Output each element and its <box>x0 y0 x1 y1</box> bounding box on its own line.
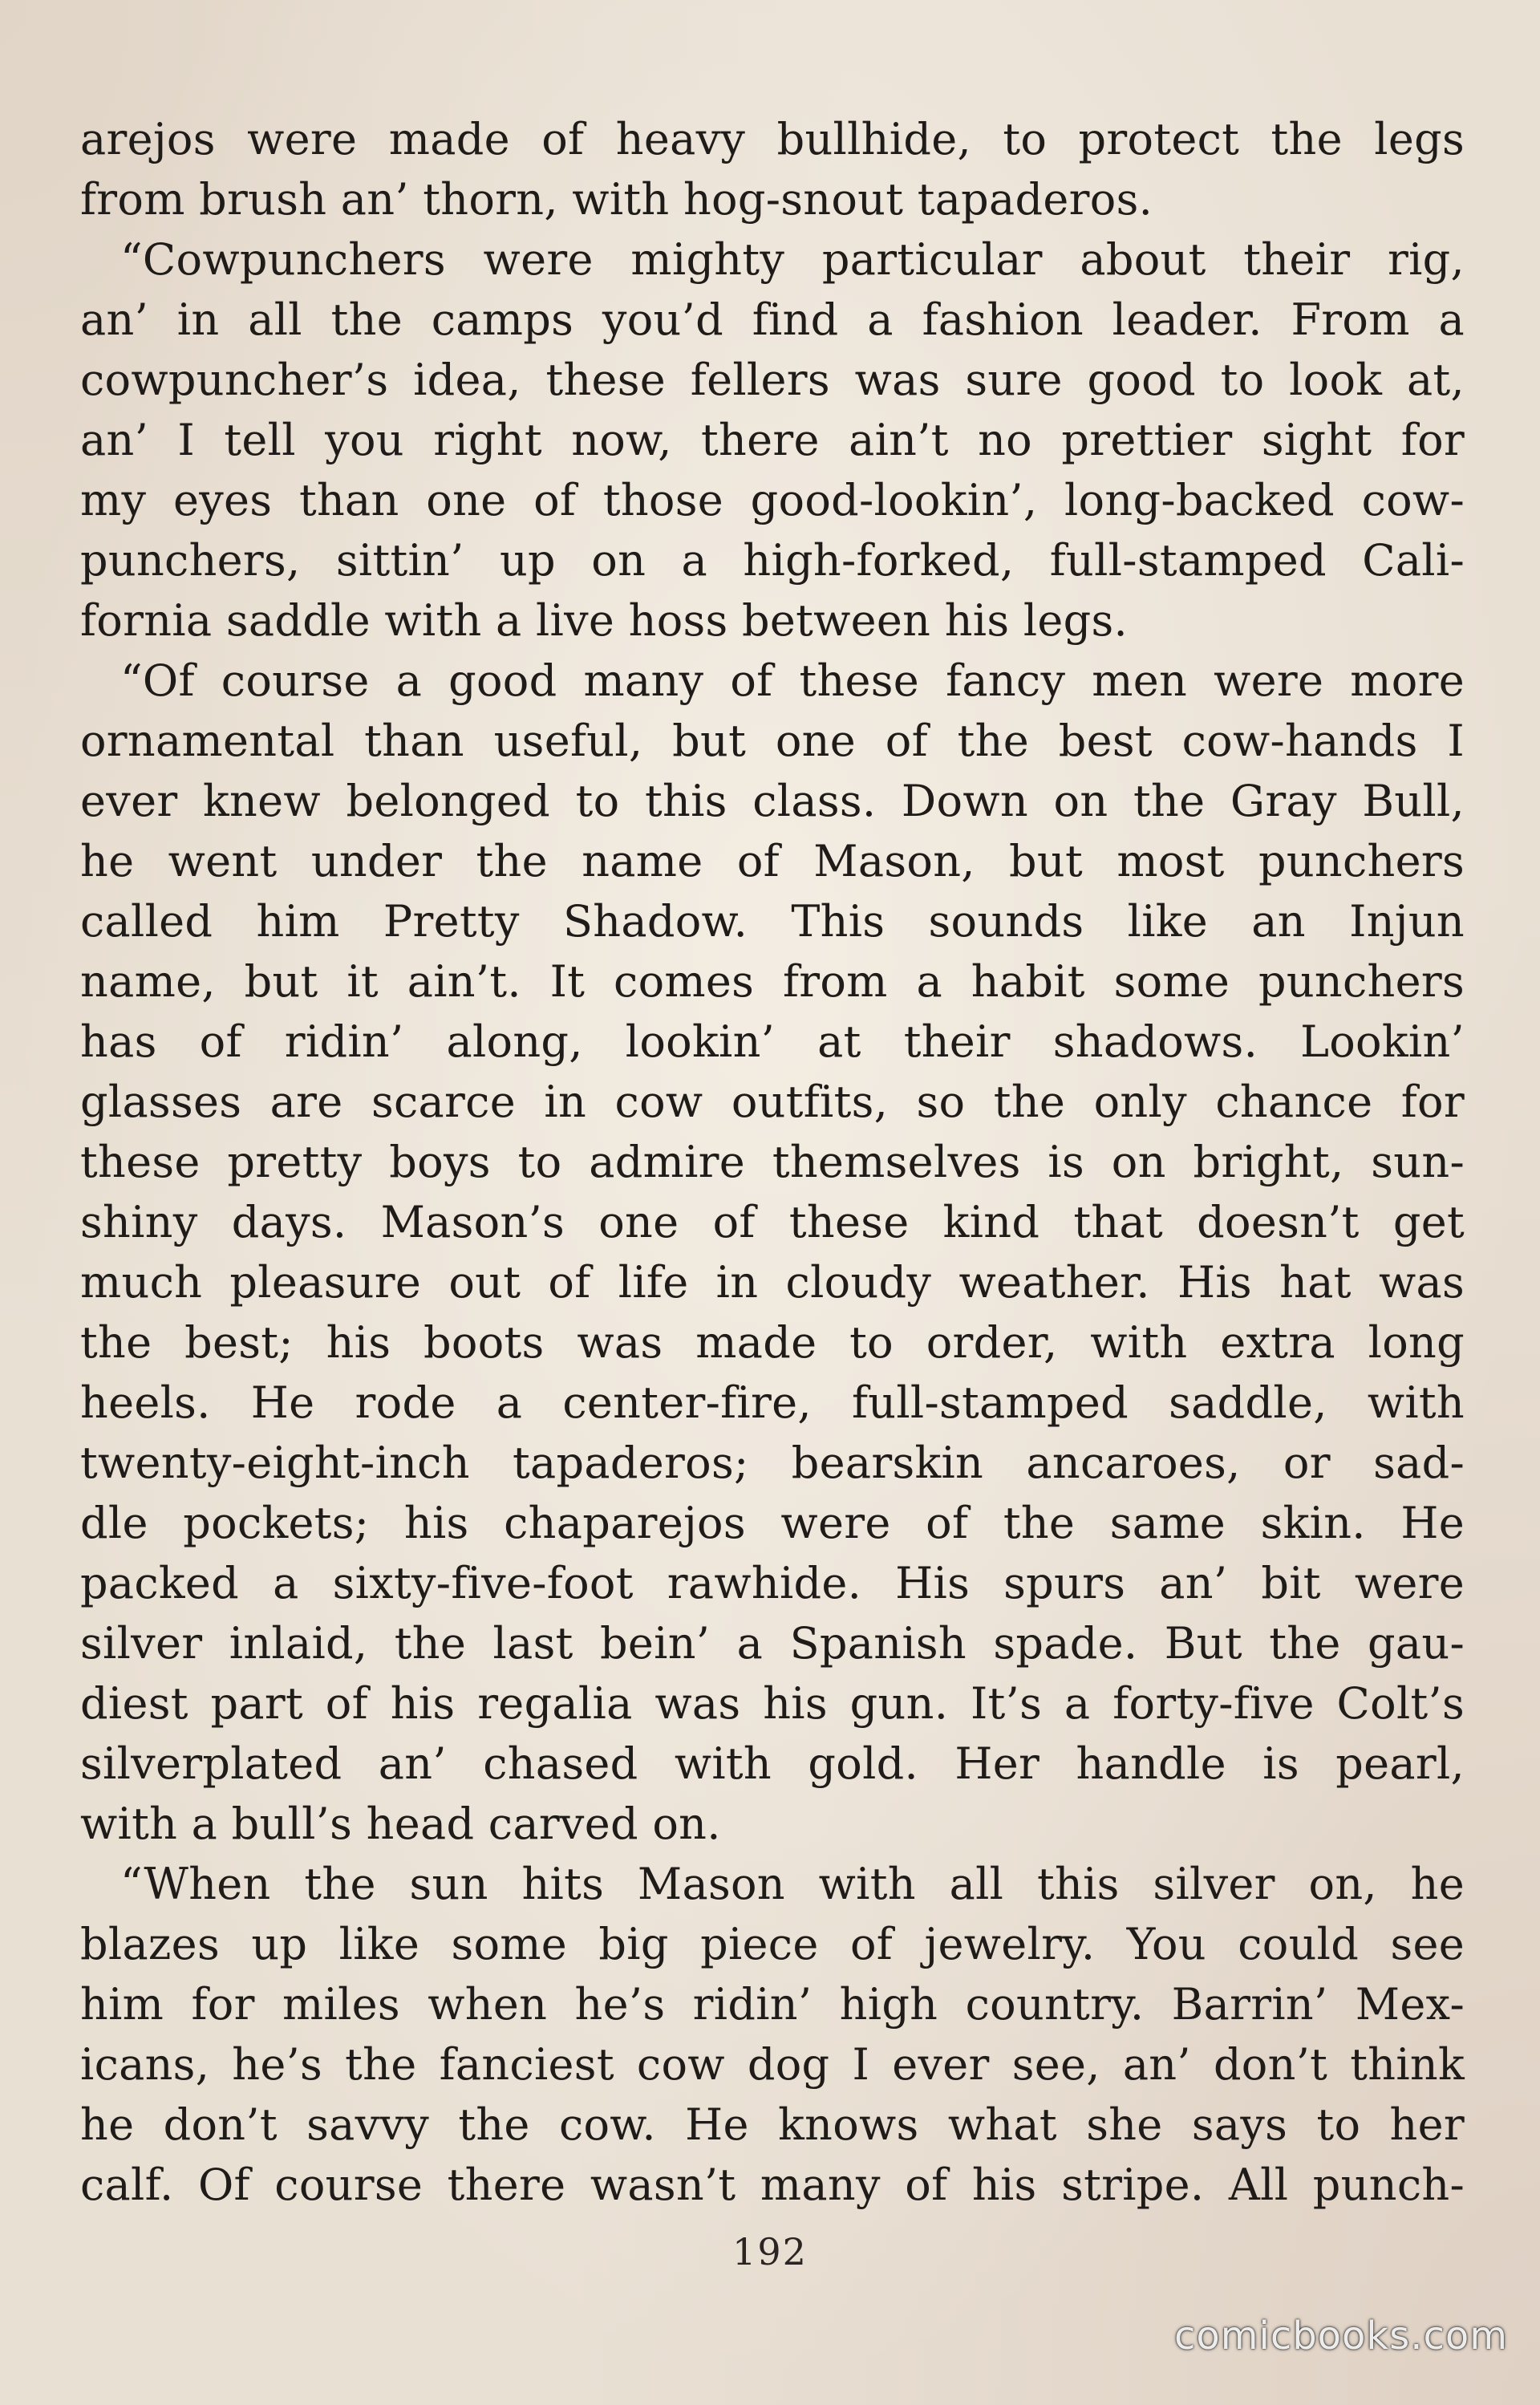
text-line: much pleasure out of life in cloudy weather. His hat was <box>80 1257 1465 1308</box>
text-line: name, but it ain’t. It comes from a habit some punchers <box>80 956 1465 1007</box>
page-number: 192 <box>732 2230 808 2273</box>
text-line: he went under the name of Mason, but most punchers <box>80 836 1465 886</box>
text-line: dle pockets; his chaparejos were of the same skin. He <box>80 1498 1465 1548</box>
text-line: shiny days. Mason’s one of these kind that doesn’t get <box>80 1197 1465 1247</box>
text-line: an’ in all the camps you’d find a fashion leader. From a <box>80 294 1465 345</box>
text-line: him for miles when he’s ridin’ high country. Barrin’ Mex- <box>80 1979 1465 2030</box>
watermark: comicbooks.com <box>1173 2314 1508 2358</box>
text-line: blazes up like some big piece of jewelry. You could see <box>80 1919 1465 1969</box>
text-line: fornia saddle with a live hoss between his legs. <box>80 595 1128 646</box>
text-line: silver inlaid, the last bein’ a Spanish spade. But the gau- <box>80 1618 1465 1669</box>
text-line: diest part of his regalia was his gun. It’s a forty-five Colt’s <box>80 1678 1465 1729</box>
text-line: these pretty boys to admire themselves is on bright, sun- <box>80 1137 1465 1187</box>
text-line: my eyes than one of those good-lookin’, long-backed cow- <box>80 475 1465 525</box>
text-line: an’ I tell you right now, there ain’t no prettier sight for <box>80 415 1465 465</box>
text-line: twenty-eight-inch tapaderos; bearskin ancaroes, or sad- <box>80 1438 1465 1488</box>
text-line: “Cowpunchers were mighty particular about their rig, <box>120 234 1465 285</box>
text-line: cowpuncher’s idea, these fellers was sure good to look at, <box>80 355 1465 405</box>
text-line: ornamental than useful, but one of the best cow-hands I <box>80 716 1465 766</box>
text-line: “When the sun hits Mason with all this silver on, he <box>120 1859 1465 1909</box>
text-line: packed a sixty-five-foot rawhide. His spurs an’ bit were <box>80 1558 1465 1608</box>
text-line: heels. He rode a center-fire, full-stamped saddle, with <box>80 1377 1465 1428</box>
text-line: icans, he’s the fanciest cow dog I ever see, an’ don’t think <box>80 2039 1465 2090</box>
text-line: arejos were made of heavy bullhide, to protect the legs <box>80 114 1465 164</box>
text-line: ever knew belonged to this class. Down on the Gray Bull, <box>80 776 1465 826</box>
text-line: glasses are scarce in cow outfits, so the only chance for <box>80 1077 1465 1127</box>
text-line: silverplated an’ chased with gold. Her handle is pearl, <box>80 1738 1465 1789</box>
text-line: from brush an’ thorn, with hog-snout tapaderos. <box>80 174 1153 225</box>
text-line: called him Pretty Shadow. This sounds like an Injun <box>80 896 1465 947</box>
body-text <box>80 109 1465 2215</box>
text-line: the best; his boots was made to order, with extra long <box>80 1317 1465 1368</box>
text-line: calf. Of course there wasn’t many of his stripe. All punch- <box>80 2160 1465 2210</box>
text-line: punchers, sittin’ up on a high-forked, full-stamped Cali- <box>80 535 1465 586</box>
text-line: he don’t savvy the cow. He knows what she says to her <box>80 2099 1465 2150</box>
text-line: has of ridin’ along, lookin’ at their shadows. Lookin’ <box>80 1016 1465 1067</box>
text-line: with a bull’s head carved on. <box>80 1799 721 1849</box>
text-line: “Of course a good many of these fancy men were more <box>120 655 1465 706</box>
